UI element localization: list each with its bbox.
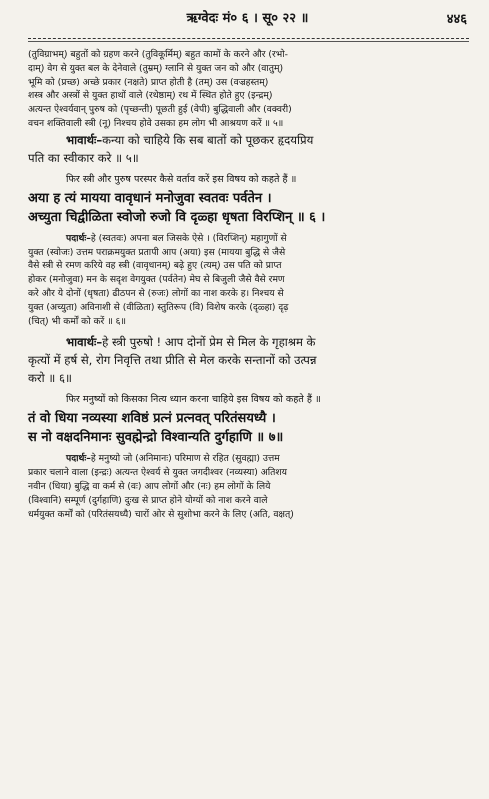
padarth-label: पदार्थः– — [66, 232, 91, 244]
text-line: नवीन (धिया) बुद्धि वा कर्म से (वः) आप लोगों और (नः) हम लोगों के लिये — [28, 480, 271, 492]
bhavarth-label: भावार्थः– — [66, 335, 103, 350]
padarth-block-6 — [28, 232, 469, 329]
page-body — [28, 48, 469, 521]
text-line: (तुविग्राभम्) बहुतों को ग्रहण करने (तुविकूर्मिम्) बहुत कामों के करने और (रभो- — [28, 49, 288, 60]
text-line: पदार्थः–हे (स्वतवः) अपना बल जिसके ऐसे । (विरप्शिन्) महागुणों से — [66, 232, 287, 244]
mantra-6 — [28, 189, 469, 227]
mantra-line: अच्युता चिद्वीळिता स्वोजो रुजो वि दृळ्हा धृषता विरप्शिन् ॥ ६ । — [28, 209, 326, 225]
text-line: करे और ये दोनों (धृषता) ढीठपन से (रुजः) लोगों का नाश करके ह। निश्चय से — [28, 287, 284, 299]
text-line: वैसे स्त्री से रमण करिये वह स्त्री (वावृधानम्) बढ़े हुए (त्यम्) उस पति को प्राप्त — [28, 260, 282, 272]
running-title: ऋग्वेदः मं० ६ । सू० २२ ॥ — [186, 11, 309, 26]
padarth-block-7 — [28, 452, 469, 521]
bhavarth-line: पति का स्वीकार करे ॥ ५॥ — [28, 150, 139, 165]
text-line: वचन शक्तिवाली स्त्री (नू) निश्चय होवे उसका हम लोग भी आश्रयण करें ॥ ५॥ — [28, 117, 284, 129]
bhavarth-block-5 — [28, 131, 469, 167]
text-line: होकर (मनोजुवा) मन के सदृश वेगयुक्त (पर्वतेन) मेघ से बिजुली जैसे वैसे रमण — [28, 274, 285, 286]
header-rule-2 — [28, 41, 469, 42]
bhavarth-line: भावार्थः–कन्या को चाहिये कि सब बातों को पूछकर हृदयप्रिय — [66, 132, 314, 147]
text-line: शस्त्र और अस्त्रों से युक्त हाथों वाले (रथेष्ठाम्) रथ में स्थित होते हुए (इन्द्रम्) — [28, 90, 273, 102]
bhavarth-line: भावार्थः–हे स्त्री पुरुषो ! आप दोनों प्रेम से मिल के गृहाश्रम के — [66, 335, 316, 350]
text-line: अत्यन्त ऐश्वर्यवान् पुरुष को (पृच्छन्ती) पूछती हुई (वेपी) बुद्धिवाली और (वक्वरी) — [28, 104, 292, 116]
mantra-7 — [28, 409, 469, 447]
mantra-line: स नो वक्षदनिमानः सुवह्मेन्द्रो विश्वान्यति दुर्गहाणि ॥ ७॥ — [28, 430, 284, 446]
padarth-block-5 — [28, 48, 469, 131]
page-header — [26, 0, 469, 30]
text-line: भूमि को (प्रच्छ) अच्छे प्रकार (नक्षते) प्राप्त होती है (तम्) उस (वज्रहस्तम्) — [28, 76, 269, 88]
bhavarth-label: भावार्थः– — [66, 132, 103, 147]
page-number: ४४६ — [446, 12, 467, 27]
section-intro: फिर स्त्री और पुरुष परस्पर कैसे वर्ताव करें इस विषय को कहते हैं ॥ — [66, 173, 297, 185]
text-line: दाम्) वेग से युक्त बल के देनेवाले (तुम्रम्) ग्लानि से युक्त जन को और (वातुम्) — [28, 62, 284, 74]
text-line: धर्मयुक्त कर्मों को (परितंसयध्यै) चारों ओर से सुशोभा करने के लिए (अति, वक्षत्) — [28, 508, 294, 520]
text-line: (चित्) भी कर्मों को करें ॥ ६॥ — [28, 315, 126, 327]
bhavarth-block-6 — [28, 333, 469, 387]
text-line: युक्त (स्वोजः) उत्तम पराक्रमयुक्त प्रतापी आप (अया) इस (मायया बुद्धि से जैसे — [28, 246, 286, 258]
text-line: (विश्वानि) सम्पूर्ण (दुर्गहाणि) दुःख से प्राप्त होने योग्यों को नाश करने वाले — [28, 494, 268, 506]
mantra-line: तं वो धिया नव्यस्या शविष्ठं प्रत्नं प्रत्नवत् परितंसयध्यै । — [28, 411, 276, 427]
text-line: प्रकार चलाने वाला (इन्द्रः) अत्यन्त ऐश्वर्य से युक्त जगदीश्वर (नव्यस्या) अतिशय — [28, 467, 287, 479]
bhavarth-line: कृत्यों में हर्ष से, रोग निवृत्ति तथा प्रीति से मेल करके सन्तानों को उत्पन्न — [28, 353, 317, 368]
text-line: पदार्थः–हे मनुष्यो जो (अनिमानः) परिमाण से रहित (सुवह्मा) उत्तम — [66, 453, 280, 465]
header-rule — [28, 38, 469, 39]
bhavarth-line: करो ॥ ६॥ — [28, 371, 72, 386]
section-intro: फिर मनुष्यों को किसका नित्य ध्यान करना चाहिये इस विषय को कहते हैं ॥ — [66, 394, 321, 406]
mantra-line: अया ह त्यं मायया वावृधानं मनोजुवा स्वतवः पर्वतेन । — [28, 190, 272, 206]
text-line: युक्त (अच्युता) अविनाशी से (वीळिता) स्तुतिरूप (वि) विशेष करके (दृळ्हा) दृढ़ — [28, 301, 289, 313]
padarth-label: पदार्थः– — [66, 453, 91, 465]
